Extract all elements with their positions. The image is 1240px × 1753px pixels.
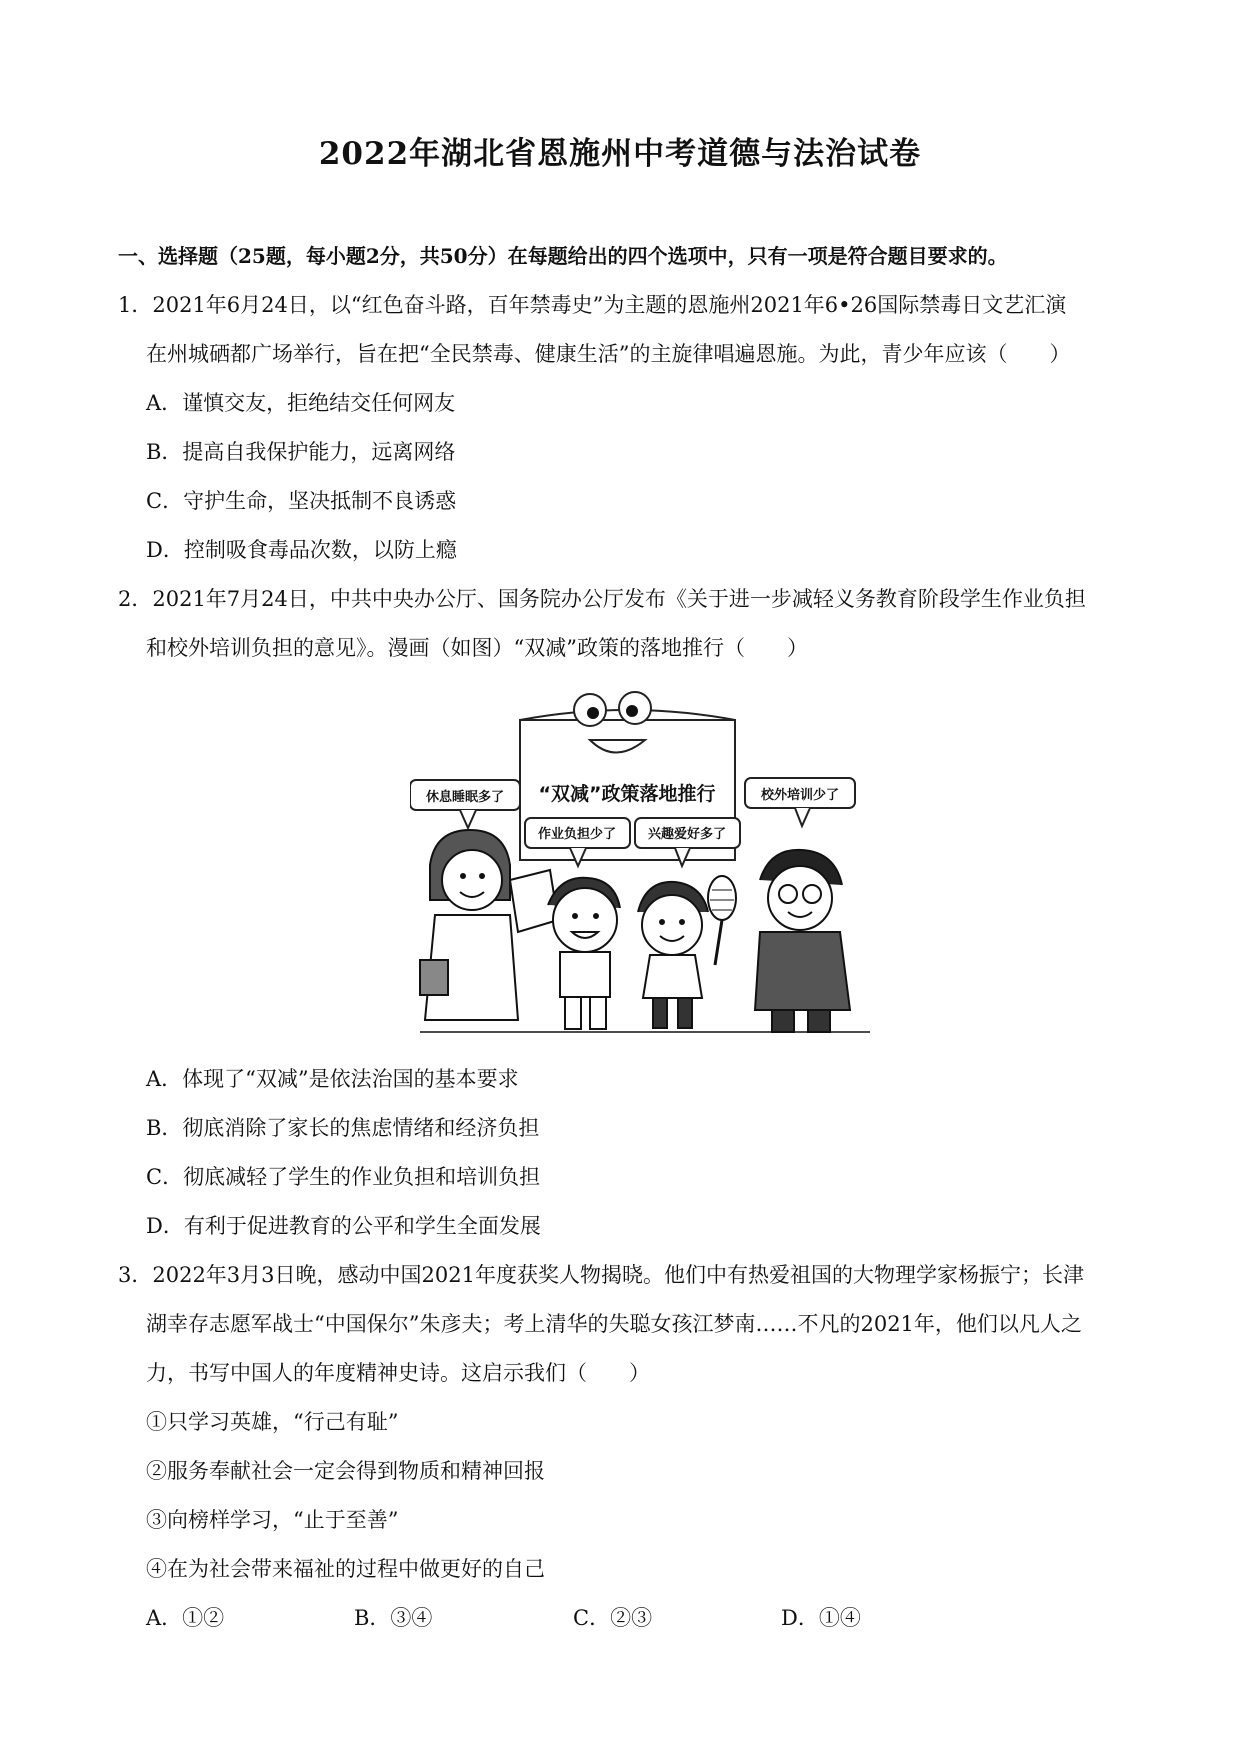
question-2-option-b: B．彻底消除了家长的焦虑情绪和经济负担 xyxy=(146,1116,540,1140)
question-3-item-4: ④在为社会带来福祉的过程中做更好的自己 xyxy=(146,1557,545,1581)
page-title: 2022年湖北省恩施州中考道德与法治试卷 xyxy=(318,136,922,172)
bubble-mid-right-text: 兴趣爱好多了 xyxy=(647,827,727,842)
question-3-line-2: 湖幸存志愿军战士“中国保尔”朱彦夫；考上清华的失聪女孩江梦南……不凡的2021年，他们以凡人之 xyxy=(146,1312,1082,1336)
question-3-option-b: B．③④ xyxy=(354,1606,433,1630)
question-3-item-1: ①只学习英雄，“行己有耻” xyxy=(146,1410,399,1434)
question-2-option-d: D．有利于促进教育的公平和学生全面发展 xyxy=(146,1214,541,1238)
badminton-racket xyxy=(708,876,736,965)
question-2-option-c: C．彻底减轻了学生的作业负担和培训负担 xyxy=(146,1165,541,1189)
sign-text: “双减”政策落地推行 xyxy=(538,783,716,805)
boy-figure xyxy=(548,878,620,1029)
question-1-line-2: 在州城硒都广场举行，旨在把“全民禁毒、健康生活”的主旋律唱遍恩施。为此，青少年应该（ ） xyxy=(146,342,1071,366)
double-reduction-cartoon xyxy=(410,680,880,1040)
section-heading: 一、选择题（25题，每小题2分，共50分）在每题给出的四个选项中，只有一项是符合题目要求的。 xyxy=(118,244,1008,268)
question-1-line-1: 1．2021年6月24日，以“红色奋斗路，百年禁毒史”为主题的恩施州2021年6•26国际禁毒日文艺汇演 xyxy=(118,293,1067,317)
question-3-line-3: 力，书写中国人的年度精神史诗。这启示我们（ ） xyxy=(146,1361,650,1385)
girl-figure xyxy=(638,882,708,1028)
question-3-item-2: ②服务奉献社会一定会得到物质和精神回报 xyxy=(146,1459,545,1483)
question-2-line-2: 和校外培训负担的意见》。漫画（如图）“双减”政策的落地推行（ ） xyxy=(146,636,808,660)
question-3-line-1: 3．2022年3月3日晚，感动中国2021年度获奖人物揭晓。他们中有热爱祖国的大物理学家杨振宁；长津 xyxy=(118,1263,1084,1287)
question-3-item-3: ③向榜样学习，“止于至善” xyxy=(146,1508,399,1532)
question-3-option-a: A．①② xyxy=(146,1606,225,1630)
question-1-option-c: C．守护生命，坚决抵制不良诱惑 xyxy=(146,489,457,513)
question-1-option-b: B．提高自我保护能力，远离网络 xyxy=(146,440,456,464)
bubble-mid-left-text: 作业负担少了 xyxy=(537,827,617,842)
bubble-left-text: 休息睡眠多了 xyxy=(425,790,505,805)
question-2-line-1: 2．2021年7月24日，中共中央办公厅、国务院办公厅发布《关于进一步减轻义务教育阶段学生作业负担 xyxy=(118,587,1086,611)
bubble-right-text: 校外培训少了 xyxy=(760,788,840,803)
mother-figure xyxy=(420,830,518,1020)
question-2-option-a: A．体现了“双减”是依法治国的基本要求 xyxy=(146,1067,519,1091)
question-3-option-d: D．①④ xyxy=(781,1606,861,1630)
father-figure xyxy=(755,850,850,1032)
question-1-option-a: A．谨慎交友，拒绝结交任何网友 xyxy=(146,391,456,415)
question-3-options xyxy=(0,1603,1240,1633)
question-3-option-c: C．②③ xyxy=(573,1606,653,1630)
question-1-option-d: D．控制吸食毒品次数，以防上瘾 xyxy=(146,538,457,562)
